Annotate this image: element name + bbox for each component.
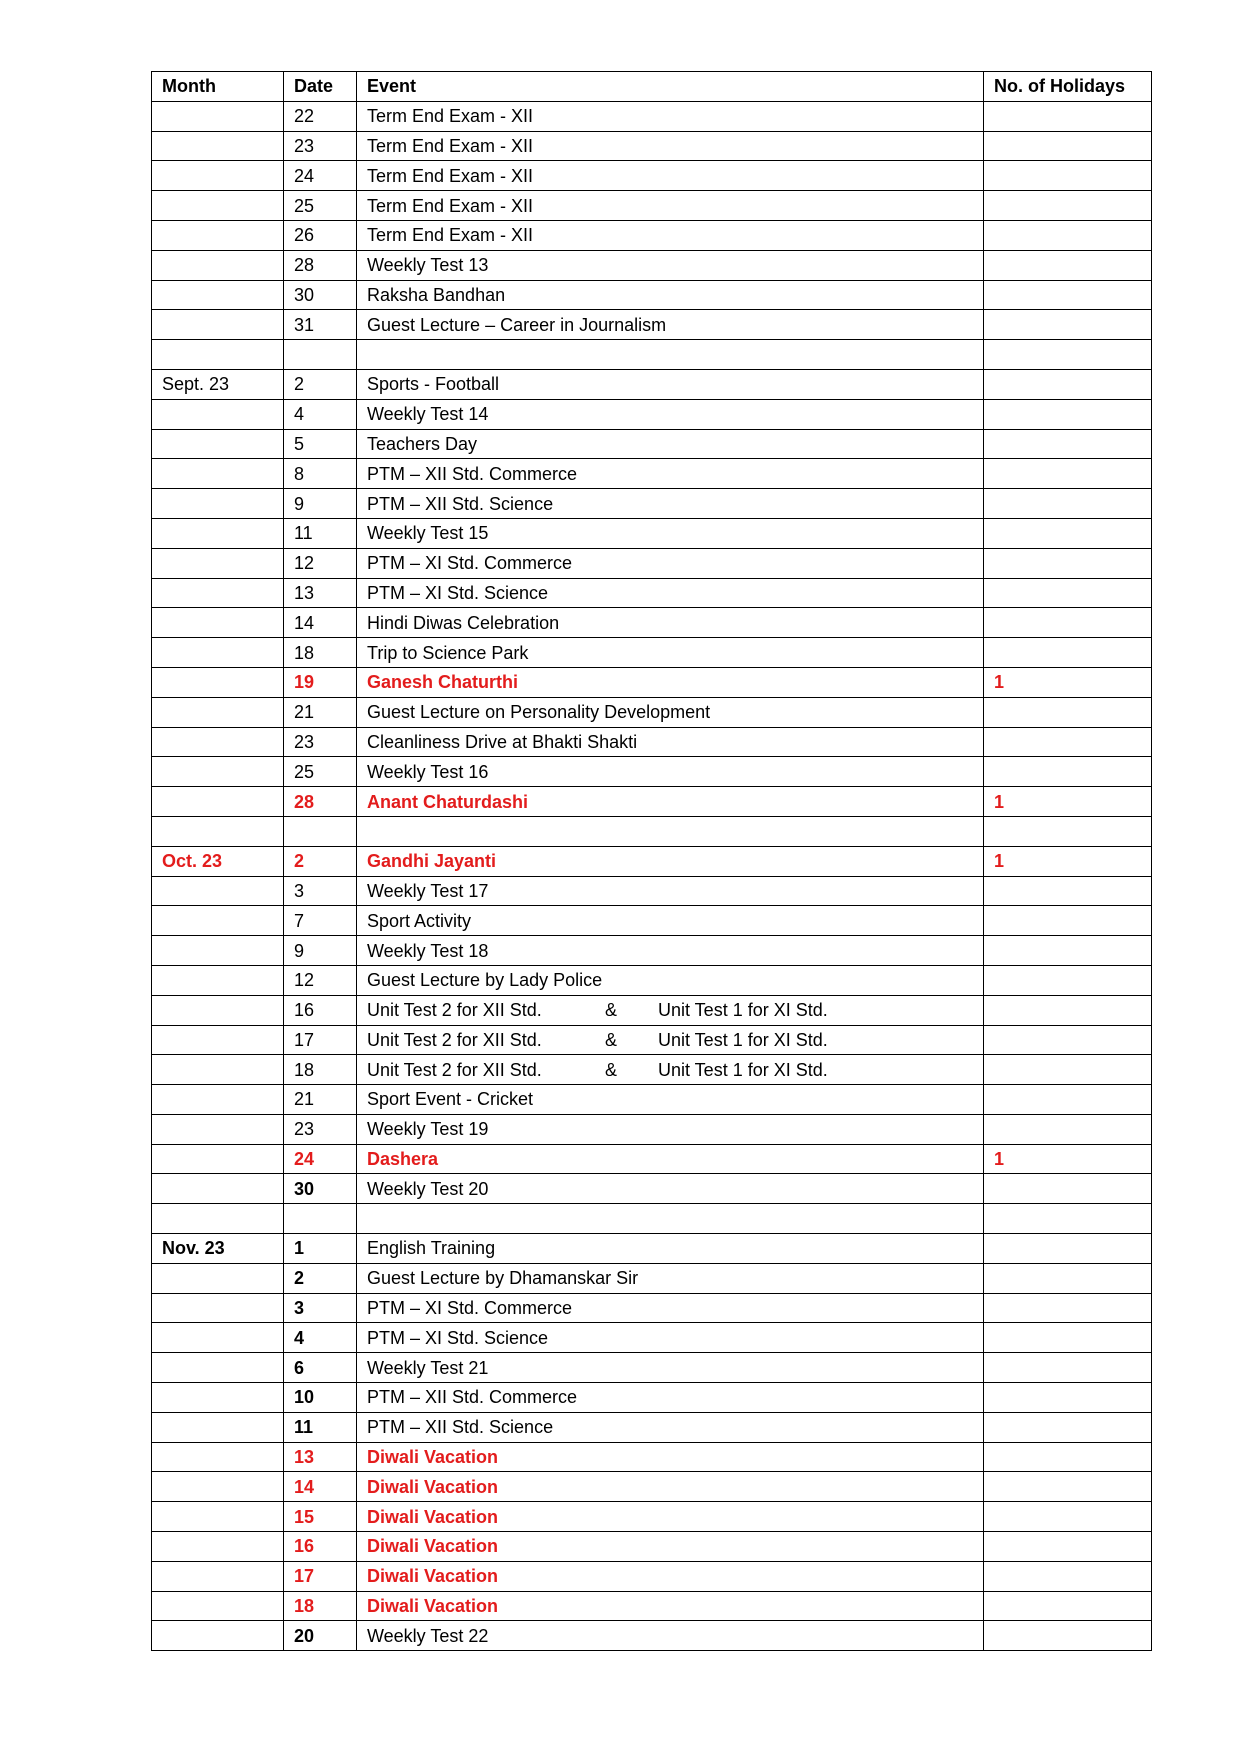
cell-month [152, 310, 284, 340]
cell-event: Term End Exam - XII [357, 191, 984, 221]
table-row [152, 220, 1152, 250]
table-row [152, 1532, 1152, 1562]
cell-month [152, 1621, 284, 1651]
cell-event: Guest Lecture by Lady Police [357, 965, 984, 995]
table-row [152, 1174, 1152, 1204]
table-row [152, 1204, 1152, 1234]
event-part-xii: Unit Test 2 for XII Std. [367, 1029, 542, 1050]
cell-month [152, 965, 284, 995]
cell-date: 21 [284, 697, 357, 727]
cell-month [152, 1532, 284, 1562]
cell-holidays [984, 1025, 1152, 1055]
cell-month [152, 250, 284, 280]
table-row [152, 489, 1152, 519]
event-part-xi: Unit Test 1 for XI Std. [658, 1059, 828, 1080]
cell-holidays [984, 1263, 1152, 1293]
event-part-xii: Unit Test 2 for XII Std. [367, 1000, 542, 1021]
cell-month [152, 220, 284, 250]
cell-month [152, 131, 284, 161]
cell-date: 17 [284, 1561, 357, 1591]
cell-month [152, 608, 284, 638]
cell-event: Cleanliness Drive at Bhakti Shakti [357, 727, 984, 757]
table-row [152, 757, 1152, 787]
cell-holidays [984, 1591, 1152, 1621]
cell-holidays [984, 1561, 1152, 1591]
cell-month [152, 1353, 284, 1383]
cell-holidays [984, 101, 1152, 131]
table-row [152, 1621, 1152, 1651]
cell-month: Sept. 23 [152, 369, 284, 399]
cell-holidays [984, 459, 1152, 489]
cell-holidays [984, 548, 1152, 578]
table-row [152, 1144, 1152, 1174]
cell-date: 15 [284, 1502, 357, 1532]
cell-month [152, 1025, 284, 1055]
cell-event: Gandhi Jayanti [357, 846, 984, 876]
table-row [152, 280, 1152, 310]
cell-date: 30 [284, 1174, 357, 1204]
cell-holidays [984, 638, 1152, 668]
cell-holidays [984, 191, 1152, 221]
cell-date: 2 [284, 1263, 357, 1293]
cell-event: Term End Exam - XII [357, 161, 984, 191]
cell-month [152, 429, 284, 459]
cell-month [152, 1561, 284, 1591]
academic-calendar-table [151, 71, 1152, 1651]
cell-event: PTM – XII Std. Science [357, 1412, 984, 1442]
cell-month [152, 1442, 284, 1472]
table-row [152, 1114, 1152, 1144]
table-row [152, 1561, 1152, 1591]
cell-date: 16 [284, 1532, 357, 1562]
cell-holidays [984, 1114, 1152, 1144]
cell-month [152, 1472, 284, 1502]
cell-month [152, 161, 284, 191]
cell-date: 31 [284, 310, 357, 340]
cell-date: 6 [284, 1353, 357, 1383]
cell-month [152, 459, 284, 489]
table-row [152, 1293, 1152, 1323]
cell-date: 23 [284, 131, 357, 161]
table-row [152, 310, 1152, 340]
header-date: Date [284, 72, 357, 102]
table-header-row [152, 72, 1152, 102]
cell-event: Sport Activity [357, 906, 984, 936]
cell-month [152, 697, 284, 727]
cell-holidays [984, 906, 1152, 936]
cell-holidays [984, 876, 1152, 906]
cell-date: 17 [284, 1025, 357, 1055]
cell-event: Diwali Vacation [357, 1591, 984, 1621]
table-row [152, 936, 1152, 966]
cell-month [152, 727, 284, 757]
cell-event: Sports - Football [357, 369, 984, 399]
cell-holidays: 1 [984, 667, 1152, 697]
table-row [152, 250, 1152, 280]
cell-date: 25 [284, 191, 357, 221]
cell-month [152, 816, 284, 846]
cell-holidays [984, 310, 1152, 340]
cell-holidays [984, 489, 1152, 519]
cell-date: 24 [284, 1144, 357, 1174]
cell-month [152, 1591, 284, 1621]
table-row [152, 667, 1152, 697]
table-row [152, 1383, 1152, 1413]
cell-month [152, 489, 284, 519]
table-body [152, 101, 1152, 1650]
cell-date: 23 [284, 1114, 357, 1144]
cell-event: Diwali Vacation [357, 1442, 984, 1472]
table-row [152, 608, 1152, 638]
table-row [152, 578, 1152, 608]
cell-event: PTM – XII Std. Science [357, 489, 984, 519]
cell-event: Weekly Test 20 [357, 1174, 984, 1204]
cell-event: Term End Exam - XII [357, 101, 984, 131]
table-row [152, 1323, 1152, 1353]
cell-date: 9 [284, 936, 357, 966]
table-row [152, 1085, 1152, 1115]
cell-holidays [984, 1353, 1152, 1383]
cell-date: 5 [284, 429, 357, 459]
cell-month [152, 1055, 284, 1085]
cell-month [152, 1144, 284, 1174]
cell-holidays [984, 1502, 1152, 1532]
cell-month [152, 1323, 284, 1353]
cell-month [152, 548, 284, 578]
table-row [152, 876, 1152, 906]
cell-event: Weekly Test 18 [357, 936, 984, 966]
table-row [152, 1472, 1152, 1502]
cell-month [152, 667, 284, 697]
cell-date: 1 [284, 1234, 357, 1264]
cell-date: 2 [284, 846, 357, 876]
cell-holidays [984, 161, 1152, 191]
table-row [152, 906, 1152, 936]
cell-event: Guest Lecture on Personality Development [357, 697, 984, 727]
cell-date [284, 1204, 357, 1234]
cell-date: 11 [284, 1412, 357, 1442]
table-row [152, 1263, 1152, 1293]
cell-date: 14 [284, 608, 357, 638]
cell-holidays [984, 1621, 1152, 1651]
cell-month [152, 876, 284, 906]
cell-date [284, 340, 357, 370]
cell-date: 18 [284, 1591, 357, 1621]
cell-event: Diwali Vacation [357, 1502, 984, 1532]
cell-holidays [984, 518, 1152, 548]
cell-date: 26 [284, 220, 357, 250]
cell-holidays [984, 220, 1152, 250]
cell-event: Weekly Test 21 [357, 1353, 984, 1383]
cell-holidays [984, 369, 1152, 399]
cell-holidays [984, 250, 1152, 280]
cell-date: 16 [284, 995, 357, 1025]
cell-holidays [984, 727, 1152, 757]
cell-holidays [984, 965, 1152, 995]
cell-holidays [984, 429, 1152, 459]
cell-event: Weekly Test 13 [357, 250, 984, 280]
cell-holidays [984, 1472, 1152, 1502]
cell-event [357, 816, 984, 846]
table-row [152, 727, 1152, 757]
cell-month: Nov. 23 [152, 1234, 284, 1264]
cell-date: 7 [284, 906, 357, 936]
cell-holidays [984, 1234, 1152, 1264]
table-row [152, 638, 1152, 668]
cell-event: Weekly Test 14 [357, 399, 984, 429]
cell-month [152, 1293, 284, 1323]
cell-date: 10 [284, 1383, 357, 1413]
cell-holidays [984, 995, 1152, 1025]
cell-month [152, 399, 284, 429]
table-row [152, 995, 1152, 1025]
cell-date: 18 [284, 1055, 357, 1085]
cell-date: 8 [284, 459, 357, 489]
cell-event: Dashera [357, 1144, 984, 1174]
table-row [152, 191, 1152, 221]
cell-event: PTM – XI Std. Commerce [357, 548, 984, 578]
cell-holidays [984, 280, 1152, 310]
cell-date: 3 [284, 876, 357, 906]
cell-event: Hindi Diwas Celebration [357, 608, 984, 638]
table-row [152, 131, 1152, 161]
cell-holidays [984, 1532, 1152, 1562]
cell-holidays [984, 608, 1152, 638]
cell-month [152, 1412, 284, 1442]
cell-date: 12 [284, 548, 357, 578]
header-event: Event [357, 72, 984, 102]
cell-month [152, 995, 284, 1025]
cell-date: 28 [284, 250, 357, 280]
cell-holidays [984, 1383, 1152, 1413]
cell-month [152, 191, 284, 221]
cell-event: Guest Lecture – Career in Journalism [357, 310, 984, 340]
cell-date: 4 [284, 1323, 357, 1353]
cell-month [152, 340, 284, 370]
cell-holidays [984, 1442, 1152, 1472]
cell-event [357, 340, 984, 370]
cell-event: English Training [357, 1234, 984, 1264]
cell-event: Term End Exam - XII [357, 220, 984, 250]
cell-event: Raksha Bandhan [357, 280, 984, 310]
cell-event: Weekly Test 16 [357, 757, 984, 787]
cell-month [152, 1204, 284, 1234]
cell-date: 12 [284, 965, 357, 995]
cell-holidays [984, 340, 1152, 370]
cell-event: Diwali Vacation [357, 1561, 984, 1591]
cell-holidays [984, 697, 1152, 727]
cell-date: 23 [284, 727, 357, 757]
cell-holidays [984, 1412, 1152, 1442]
table-row [152, 101, 1152, 131]
cell-month [152, 1114, 284, 1144]
cell-date: 18 [284, 638, 357, 668]
event-part-xii: Unit Test 2 for XII Std. [367, 1059, 542, 1080]
cell-date: 4 [284, 399, 357, 429]
cell-holidays [984, 1204, 1152, 1234]
cell-event: Weekly Test 19 [357, 1114, 984, 1144]
table-row [152, 965, 1152, 995]
table-row [152, 1591, 1152, 1621]
cell-date: 2 [284, 369, 357, 399]
cell-month [152, 936, 284, 966]
cell-holidays [984, 1323, 1152, 1353]
table-row [152, 1353, 1152, 1383]
cell-month [152, 757, 284, 787]
cell-holidays [984, 816, 1152, 846]
cell-event: Term End Exam - XII [357, 131, 984, 161]
cell-holidays [984, 399, 1152, 429]
cell-date: 11 [284, 518, 357, 548]
cell-holidays [984, 1085, 1152, 1115]
cell-date: 28 [284, 787, 357, 817]
table-row [152, 787, 1152, 817]
cell-date: 20 [284, 1621, 357, 1651]
cell-holidays [984, 936, 1152, 966]
cell-holidays: 1 [984, 846, 1152, 876]
cell-holidays [984, 1055, 1152, 1085]
cell-date: 21 [284, 1085, 357, 1115]
cell-event [357, 1055, 984, 1085]
cell-date: 22 [284, 101, 357, 131]
cell-event: PTM – XI Std. Science [357, 578, 984, 608]
table-row [152, 1442, 1152, 1472]
cell-event: PTM – XI Std. Science [357, 1323, 984, 1353]
cell-date: 13 [284, 578, 357, 608]
cell-date: 25 [284, 757, 357, 787]
cell-event: Weekly Test 15 [357, 518, 984, 548]
cell-date: 24 [284, 161, 357, 191]
table-row [152, 1025, 1152, 1055]
table-row [152, 846, 1152, 876]
cell-event [357, 995, 984, 1025]
table-row [152, 459, 1152, 489]
table-row [152, 429, 1152, 459]
cell-event [357, 1025, 984, 1055]
event-part-xi: Unit Test 1 for XI Std. [658, 1029, 828, 1050]
cell-event: Guest Lecture by Dhamanskar Sir [357, 1263, 984, 1293]
cell-holidays [984, 131, 1152, 161]
header-month: Month [152, 72, 284, 102]
cell-holidays [984, 578, 1152, 608]
cell-date: 19 [284, 667, 357, 697]
cell-month [152, 101, 284, 131]
cell-event: Diwali Vacation [357, 1472, 984, 1502]
cell-event [357, 1204, 984, 1234]
cell-holidays [984, 757, 1152, 787]
cell-month [152, 280, 284, 310]
cell-month: Oct. 23 [152, 846, 284, 876]
cell-month [152, 1263, 284, 1293]
event-ampersand: & [605, 1029, 618, 1050]
cell-date: 14 [284, 1472, 357, 1502]
cell-month [152, 638, 284, 668]
table-row [152, 399, 1152, 429]
table-row [152, 161, 1152, 191]
cell-event: Trip to Science Park [357, 638, 984, 668]
cell-month [152, 787, 284, 817]
cell-date [284, 816, 357, 846]
cell-event: Weekly Test 17 [357, 876, 984, 906]
table-row [152, 1502, 1152, 1532]
cell-date: 3 [284, 1293, 357, 1323]
cell-holidays: 1 [984, 1144, 1152, 1174]
cell-event: Sport Event - Cricket [357, 1085, 984, 1115]
cell-month [152, 1085, 284, 1115]
cell-month [152, 578, 284, 608]
cell-date: 9 [284, 489, 357, 519]
cell-event: Weekly Test 22 [357, 1621, 984, 1651]
table-row [152, 1412, 1152, 1442]
table-row [152, 697, 1152, 727]
cell-holidays: 1 [984, 787, 1152, 817]
cell-month [152, 1502, 284, 1532]
cell-event: PTM – XI Std. Commerce [357, 1293, 984, 1323]
table-row [152, 518, 1152, 548]
header-holidays: No. of Holidays [984, 72, 1152, 102]
cell-event: PTM – XII Std. Commerce [357, 1383, 984, 1413]
cell-holidays [984, 1293, 1152, 1323]
cell-event: Diwali Vacation [357, 1532, 984, 1562]
cell-month [152, 1383, 284, 1413]
cell-event: Teachers Day [357, 429, 984, 459]
cell-date: 13 [284, 1442, 357, 1472]
event-part-xi: Unit Test 1 for XI Std. [658, 1000, 828, 1021]
cell-month [152, 1174, 284, 1204]
event-ampersand: & [605, 1059, 618, 1080]
cell-month [152, 518, 284, 548]
cell-month [152, 906, 284, 936]
cell-event: Anant Chaturdashi [357, 787, 984, 817]
cell-event: PTM – XII Std. Commerce [357, 459, 984, 489]
table-row [152, 548, 1152, 578]
table-row [152, 1055, 1152, 1085]
table-row [152, 816, 1152, 846]
table-row [152, 340, 1152, 370]
table-row [152, 369, 1152, 399]
event-ampersand: & [605, 1000, 618, 1021]
table-row [152, 1234, 1152, 1264]
cell-holidays [984, 1174, 1152, 1204]
cell-date: 30 [284, 280, 357, 310]
cell-event: Ganesh Chaturthi [357, 667, 984, 697]
